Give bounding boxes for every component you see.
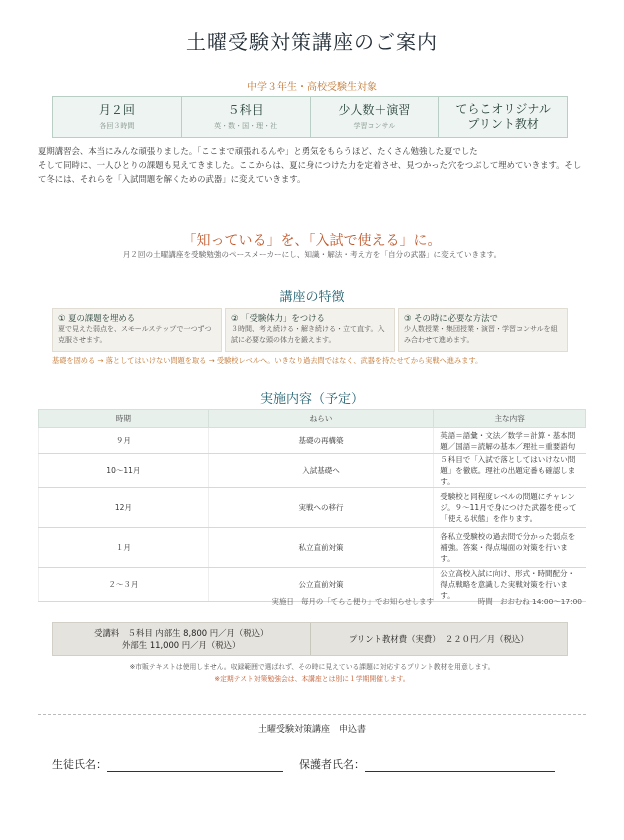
summary-sub: 学習コンサル — [353, 122, 396, 130]
period-cell: 12月 — [39, 488, 209, 528]
intro-paragraph-2: そして同時に、一人ひとりの課題も見えてきました。ここからは、夏に身につけた力を定着させ、見つかった穴をつぶして埋めていきます。そして冬には、それらを「入試問題を解くための武器」に変えていきます。 — [38, 160, 582, 184]
summary-main: てらこオリジナル プリント教材 — [455, 102, 551, 131]
summary-main: ５科目 — [227, 103, 264, 117]
feature-description: ３時間、考え続ける・解き続ける・立て直す。入試に必要な頭の体力を鍛えます。 — [231, 325, 385, 344]
summary-sub: 各回３時間 — [99, 122, 135, 130]
summary-main: 月２回 — [98, 103, 135, 117]
summary-format — [311, 97, 440, 137]
feature-card — [398, 308, 568, 352]
slogan-description: 月２回の土曜講座を受験勉強のペースメーカーにし、知識・解法・考え方を「自分の武器」に変えていきます。 — [122, 250, 502, 259]
student-name-label: 生徒氏名： — [52, 758, 107, 771]
page-title: 土曜受験対策講座のご案内 — [186, 30, 438, 54]
cut-line-divider — [38, 714, 586, 715]
content-cell: 受験校と同程度レベルの問題にチャレンジ。９～11月で身につけた武器を使って「使える状態」を作ります。 — [434, 488, 586, 528]
column-header-aim: ねらい — [208, 410, 434, 428]
table-row — [39, 454, 586, 488]
summary-sub: 英・数・国・理・社 — [214, 122, 278, 130]
material-fee-text: プリント教材費（実費） ２２０円／月（税込） — [348, 634, 529, 644]
schedule-table — [38, 409, 586, 602]
feature-title: ③ その時に必要な方法で — [404, 313, 498, 323]
guardian-name-field[interactable] — [365, 758, 555, 772]
schedule-time-note: 時間 おおむね 14:00～17:00 — [477, 597, 582, 606]
summary-main: 少人数＋演習 — [338, 103, 411, 117]
features-list — [52, 308, 568, 352]
table-row — [39, 428, 586, 454]
aim-cell: 基礎の再構築 — [208, 428, 434, 454]
content-cell: 公立高校入試に向け、形式・時間配分・得点戦略を意識した実戦対策を行います。 — [434, 568, 586, 602]
content-cell: 各私立受験校の過去問で分かった弱点を補強。答案・得点場面の対策を行います。 — [434, 528, 586, 568]
tuition-fee-external: 外部生 11,000 円／月（税込） — [122, 640, 241, 650]
feature-title: ① 夏の課題を埋める — [58, 313, 136, 323]
intro-text — [38, 144, 586, 186]
feature-description: 少人数授業・集団授業・演習・学習コンサルを組み合わせて進めます。 — [404, 325, 558, 344]
application-form-fields — [52, 756, 572, 772]
aim-cell: 私立直前対策 — [208, 528, 434, 568]
aim-cell: 公立直前対策 — [208, 568, 434, 602]
features-heading: 講座の特徴 — [279, 290, 345, 305]
features-note: 基礎を固める → 落としてはいけない問題を取る → 受験校レベルへ。いきなり過去問ではなく、武器を持たせてから実戦へ進みます。 — [52, 356, 483, 365]
period-cell: ２～３月 — [39, 568, 209, 602]
period-cell: ９月 — [39, 428, 209, 454]
feature-description: 夏で見えた弱点を、スモールステップで一つずつ克服させます。 — [58, 325, 212, 344]
summary-frequency — [53, 97, 182, 137]
table-row — [39, 528, 586, 568]
tuition-fee — [53, 623, 310, 655]
material-fee — [310, 623, 568, 655]
schedule-heading: 実施内容（予定） — [259, 392, 364, 407]
table-header-row — [39, 410, 586, 428]
feature-card — [225, 308, 395, 352]
feature-title: ② 「受験体力」をつける — [231, 313, 325, 323]
schedule-date-note: 実施日 毎月の「てらこ便り」でお知らせします — [271, 597, 434, 606]
fee-box — [52, 622, 568, 656]
summary-materials — [439, 97, 567, 137]
column-header-content: 主な内容 — [434, 410, 586, 428]
table-row — [39, 488, 586, 528]
schedule-footnote — [272, 596, 582, 607]
aim-cell: 入試基礎へ — [208, 454, 434, 488]
summary-subjects — [182, 97, 311, 137]
content-cell: 英語＝語彙・文法／数学＝計算・基本問題／国語＝読解の基本／理社＝重要語句 — [434, 428, 586, 454]
tuition-fee-internal: 受講料 ５科目 内部生 8,800 円／月（税込） — [94, 628, 269, 638]
period-cell: １月 — [39, 528, 209, 568]
aim-cell: 実戦への移行 — [208, 488, 434, 528]
intro-paragraph-1: 夏期講習会、本当にみんな頑張りました。「ここまで頑張れるんや」と勇気をもらうほど、たくさん勉強した夏でした — [38, 146, 478, 156]
feature-card — [52, 308, 222, 352]
summary-bar — [52, 96, 568, 138]
target-subtitle: 中学３年生・高校受験生対象 — [247, 82, 377, 93]
student-name-field[interactable] — [107, 758, 283, 772]
column-header-period: 時期 — [39, 410, 209, 428]
content-cell: ５科目で「入試で落としてはいけない問題」を徹底。理社の出題定番も確認します。 — [434, 454, 586, 488]
period-cell: 10～11月 — [39, 454, 209, 488]
guardian-name-label: 保護者氏名： — [299, 758, 365, 771]
slogan: 「知っている」を、「入試で使える」に。 — [182, 233, 442, 249]
application-form-title: 土曜受験対策講座 申込書 — [257, 725, 366, 735]
fee-note: ※市販テキストは使用しません。収録範囲で選ばれず、その時に見えている課題に対応するプリント教材を用意します。 — [129, 663, 495, 671]
exam-study-note: ※定期テスト対策勉強会は、本講座とは別に１学期開催します。 — [214, 675, 410, 683]
